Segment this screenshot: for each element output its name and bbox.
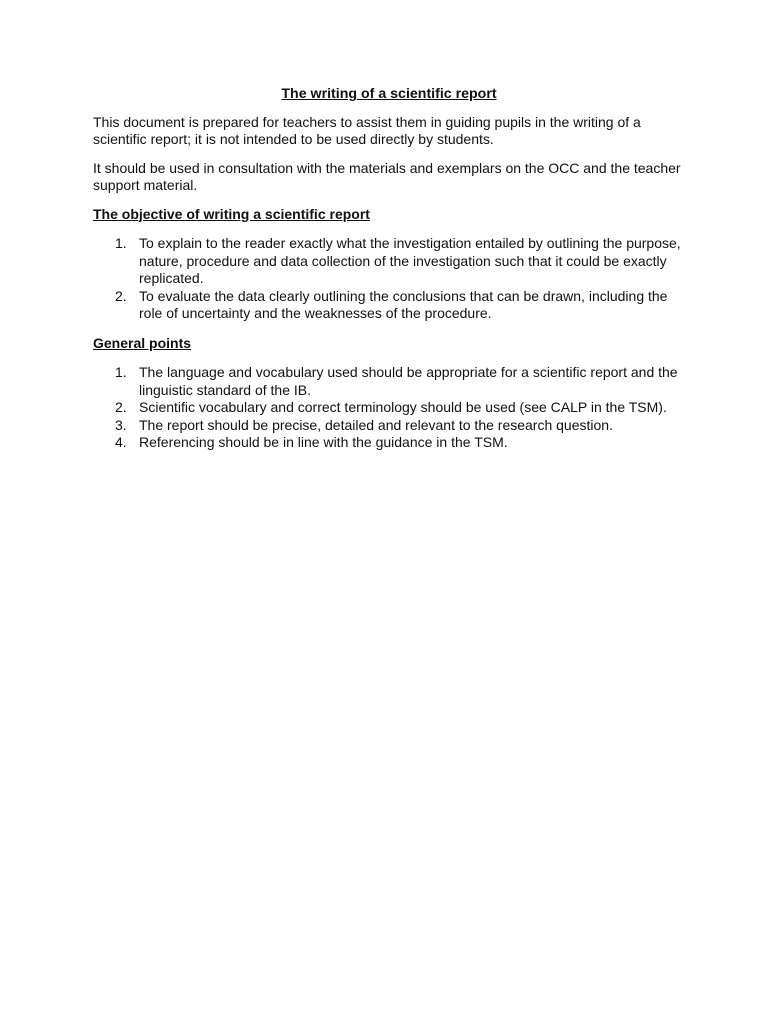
document-title: The writing of a scientific report — [281, 86, 497, 102]
list-item-number: 2. — [115, 399, 127, 415]
document-page — [93, 86, 683, 464]
intro-paragraph-2: It should be used in consultation with the materials and exemplars on the OCC and the teacher support material. — [93, 159, 681, 193]
list-item — [93, 417, 683, 435]
list-item-text: The report should be precise, detailed and relevant to the research question. — [139, 416, 613, 433]
list-item-number: 1. — [115, 364, 127, 380]
list-item-number: 1. — [115, 235, 127, 251]
list-item — [93, 434, 683, 452]
section-heading-general-points: General points — [93, 334, 192, 351]
list-item — [93, 235, 683, 288]
list-item-text: To evaluate the data clearly outlining the conclusions that can be drawn, including the role of uncertainty and the weaknesses of the procedure. — [139, 287, 668, 321]
list-item-number: 4. — [115, 434, 127, 450]
general-points-list — [93, 364, 683, 452]
list-item-text: Scientific vocabulary and correct terminology should be used (see CALP in the TSM). — [139, 399, 667, 415]
list-item-number: 3. — [115, 416, 127, 433]
list-item-text: To explain to the reader exactly what the investigation entailed by outlining the purpose, nature, procedure and data collection of the investigation such that it could be exactly replicated. — [139, 235, 681, 286]
section-heading-objective: The objective of writing a scientific report — [93, 205, 370, 222]
list-item-text: Referencing should be in line with the guidance in the TSM. — [139, 434, 508, 450]
list-item-text: The language and vocabulary used should be appropriate for a scientific report and the linguistic standard of the IB. — [139, 364, 678, 398]
list-item — [93, 288, 683, 323]
list-item — [93, 399, 683, 417]
list-item-number: 2. — [115, 287, 127, 304]
objective-list — [93, 235, 683, 323]
intro-paragraph-1: This document is prepared for teachers to assist them in guiding pupils in the writing of a scientific report; it is not intended to be used directly by students. — [93, 113, 641, 147]
list-item — [93, 364, 683, 399]
